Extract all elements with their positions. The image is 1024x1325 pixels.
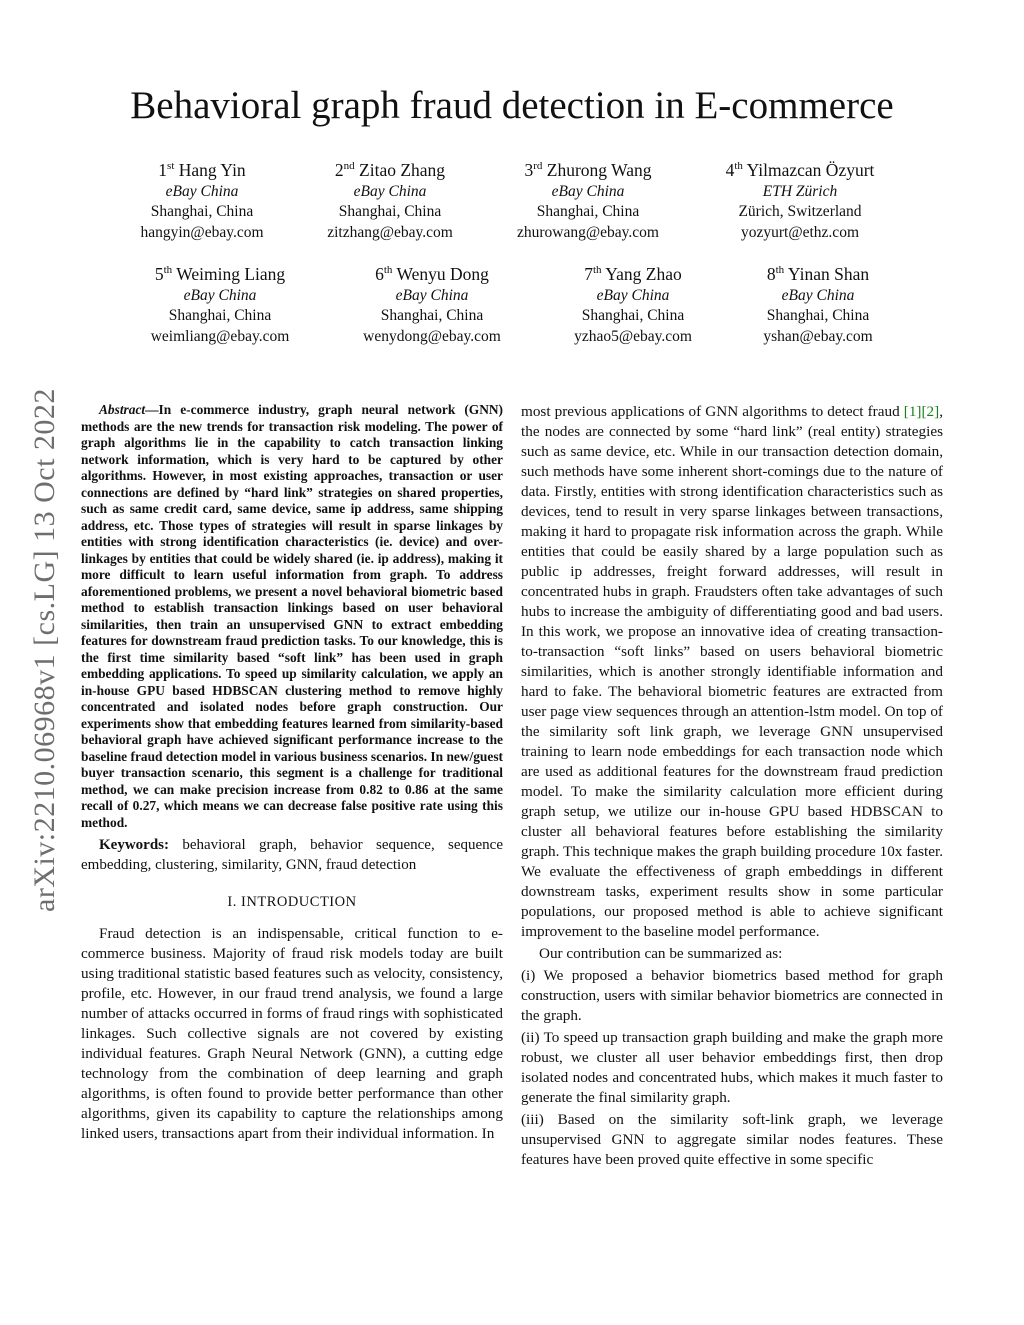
right-column — [521, 402, 943, 1172]
author-block — [100, 258, 340, 347]
author-city: Shanghai, China — [168, 307, 272, 325]
author-email: wenydong@ebay.com — [363, 327, 501, 345]
author-email: yzhao5@ebay.com — [574, 327, 692, 345]
author-block — [698, 258, 938, 347]
keywords — [81, 835, 503, 875]
section-heading: I. INTRODUCTION — [227, 894, 357, 910]
abstract-text: In e-commerce industry, graph neural network (GNN) methods are the new trends for transaction risk modeling. The power of graph algorithms lie in the capability to catch transaction linking network information, which is very hard to be captured by other algorithms. However, in most existing approaches, transaction or user connections are defined by “hard link” strategies on shared properties, such as same credit card, same device, same ip address, same shipping address, etc. Those types of strategies will result in sparse linkages by entities with strong identification characteristics (ie. device) and over-linkages by entities that could be widely shared (ie. ip address), making it more difficult to learn useful information from graph. To address aforementioned problems, we present a novel behavioral biometric based method to establish transaction linkings based on user behavioral similarities, then train an unsupervised GNN to extract embedding features for downstream fraud prediction tasks. To our knowledge, this is the first time similarity based “soft link” has been used in graph embedding applications. To speed up similarity calculation, we apply an in-house GPU based HDBSCAN clustering method to remove highly concentrated and isolated nodes before graph construction. Our experiments show that embedding features learned from similarity-based behavioral graph have achieved significant performance increase to the baseline fraud detection model in various business scenarios. In new/guest buyer transaction scenario, this segment is a challenge for traditional method, we can make precision increase from 0.82 to 0.86 at the same recall of 0.27, which means we can decrease false positive rate using this method. — [81, 402, 503, 830]
author-affiliation: eBay China — [165, 182, 239, 200]
author-block — [680, 154, 920, 243]
contribution-intro: Our contribution can be summarized as: — [539, 945, 783, 962]
arxiv-identifier: arXiv:2210.06968v1 [cs.LG] 13 Oct 2022 — [28, 388, 61, 912]
author-affiliation: eBay China — [596, 286, 670, 304]
author-email: weimliang@ebay.com — [150, 327, 290, 345]
author-city: Shanghai, China — [536, 203, 640, 221]
author-affiliation: eBay China — [551, 182, 625, 200]
author-row-1 — [0, 154, 1024, 244]
abstract-dash: — — [145, 402, 159, 417]
author-name-line: 3rd Zhurong Wang — [524, 159, 652, 180]
contribution-item-1: (i) We proposed a behavior biometrics based method for graph construction, users with similar behavior biometrics are connected in the graph. — [521, 967, 943, 1024]
author-name-line: 2nd Zitao Zhang — [334, 159, 446, 180]
author-city: Shanghai, China — [338, 203, 442, 221]
contribution-item-3: (iii) Based on the similarity soft-link graph, we leverage unsupervised GNN to aggregate similar nodes features. These features have been proved quite effective in some specific — [521, 1111, 943, 1168]
author-email: yozyurt@ethz.com — [741, 223, 859, 241]
citation-link-1[interactable]: [1] — [903, 403, 922, 420]
keywords-label: Keywords: — [99, 837, 169, 853]
author-name-line: 6th Wenyu Dong — [375, 263, 489, 284]
author-affiliation: eBay China — [353, 182, 427, 200]
author-name-line: 7th Yang Zhao — [584, 263, 682, 284]
author-name-line: 5th Weiming Liang — [154, 263, 286, 284]
keywords-text: behavioral graph, behavior sequence, sequence embedding, clustering, similarity, GNN, fraud detection — [81, 837, 503, 873]
author-city: Shanghai, China — [581, 307, 685, 325]
author-block — [468, 154, 708, 243]
author-email: zitzhang@ebay.com — [327, 223, 453, 241]
author-email: hangyin@ebay.com — [140, 223, 264, 241]
author-name-line: 8th Yinan Shan — [766, 263, 870, 284]
author-name-line: 4th Yilmazcan Özyurt — [725, 159, 875, 180]
author-affiliation: eBay China — [395, 286, 469, 304]
author-email: yshan@ebay.com — [763, 327, 873, 345]
citation-link-2[interactable]: [2] — [921, 403, 940, 420]
author-affiliation: eBay China — [781, 286, 855, 304]
abstract — [81, 402, 503, 831]
abstract-label: Abstract — [99, 402, 146, 417]
intro-paragraph-right: most previous applications of GNN algorithms to detect fraud [1][2], the nodes are connected by some “hard link” (real entity) strategies such as same device, etc. While in our transaction detection domain, such methods have some inherent short-comings due to the nature of data. Firstly, entities with strong identification characteristics such as devices, tend to result in very sparse linkages between transactions, making it hard to propagate risk information across the graph. While entities that could be easily shared by a large population such as public ip addresses, freight forward addresses, will result in concentrated hubs in graph. Fraudsters often take advantages of such hubs to increase the ambiguity of differentiating good and bad users. In this work, we propose an innovative idea of creating transaction-to-transaction “soft links” based on users behavioral biometric similarities, which is another strongly identifiable information and hard to fake. The behavioral biometric features are extracted from user page view sequences through an attention-lstm model. On top of the similarity soft link graph, we leverage GNN unsupervised training to learn node embeddings for each transaction node which are used as additional features for the downstream fraud prediction model. To make the similarity calculation more efficient during graph setup, we utilize our in-house GPU based HDBSCAN to cluster all behavioral features before establishing the similarity graph. This technique makes the graph building procedure 10x faster. We evaluate the effectiveness of graph embeddings in different downstream tasks, experiment results show in some particular populations, our proposed method is able to achieve significant improvement to the baseline model performance. — [521, 403, 944, 940]
intro-paragraph-left: Fraud detection is an indispensable, critical function to e-commerce business. Majority of fraud risk models today are built using traditional statistic based features such as velocity, consistency, profile, etc. However, in our fraud trend analysis, we found a large number of attacks occurred in forms of fraud rings with sophisticated linkages. Such collective signals are not covered by existing individual features. Graph Neural Network (GNN), a cutting edge technology from the combination of deep learning and graph algorithms, is often found to provide better performance than other algorithms, given its capability to capture the relationships among linked users, transactions apart from their individual information. In — [81, 925, 503, 1142]
author-row-2 — [0, 258, 1024, 348]
author-affiliation: eBay China — [183, 286, 257, 304]
author-city: Zürich, Switzerland — [738, 203, 862, 221]
paper-title: Behavioral graph fraud detection in E-commerce — [130, 84, 894, 127]
author-city: Shanghai, China — [150, 203, 254, 221]
left-column — [81, 402, 503, 1144]
author-name-line: 1st Hang Yin — [158, 159, 246, 180]
author-affiliation: ETH Zürich — [762, 182, 838, 200]
author-email: zhurowang@ebay.com — [517, 223, 659, 241]
contribution-item-2: (ii) To speed up transaction graph building and make the graph more robust, we cluster all user behavior embeddings first, then drop isolated nodes and concentrated hubs, which makes it much faster to generate the final similarity graph. — [521, 1029, 943, 1106]
author-city: Shanghai, China — [380, 307, 484, 325]
author-city: Shanghai, China — [766, 307, 870, 325]
